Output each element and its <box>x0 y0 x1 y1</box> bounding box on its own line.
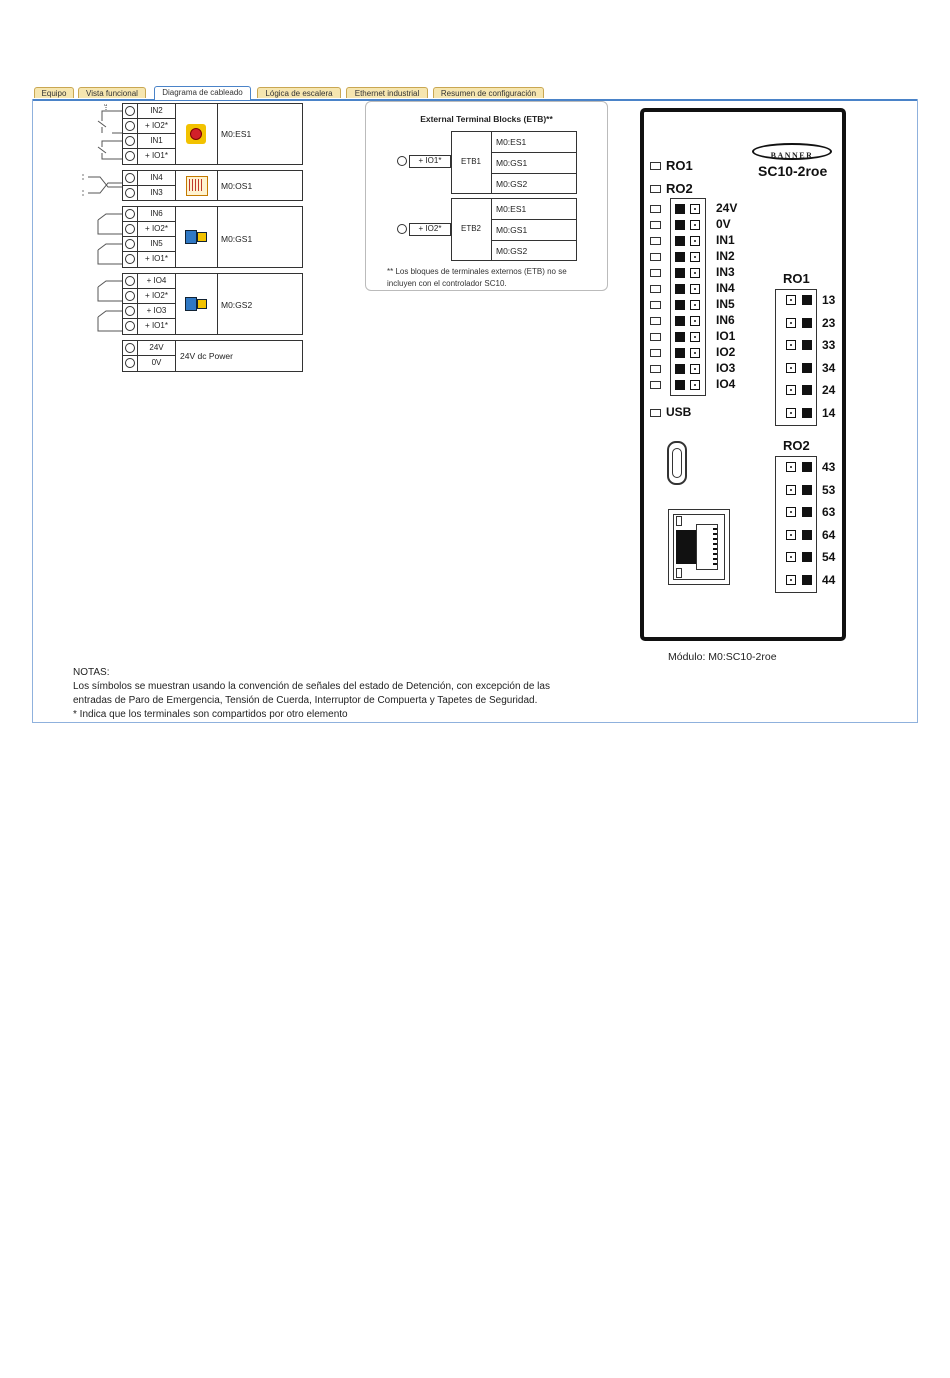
terminal-clamp-icon <box>786 295 796 305</box>
tab-equipo[interactable]: Equipo <box>34 87 74 98</box>
usb-label: USB <box>666 405 692 419</box>
input-led <box>650 333 661 341</box>
terminal-label: IN5 <box>150 239 163 248</box>
etb-output: M0:GS2 <box>496 246 528 256</box>
ethernet-port-icon <box>668 509 730 585</box>
terminal-clamp-icon <box>690 300 700 310</box>
input-led <box>650 365 661 373</box>
terminal-screw-icon <box>802 340 812 350</box>
usb-port-icon <box>667 441 687 485</box>
terminal-label: + IO1* <box>145 254 168 263</box>
input-led <box>650 349 661 357</box>
tab-resumen-de-configuracion[interactable]: Resumen de configuración <box>433 87 544 98</box>
ro1-led-label: RO1 <box>666 158 693 173</box>
terminal-clamp-icon <box>690 236 700 246</box>
relay-terminal-label: 33 <box>822 338 836 353</box>
ro2-led-label: RO2 <box>666 181 693 196</box>
notes-line: entradas de Paro de Emergencia, Tensión de Cuerda, Interruptor de Compuerta y Tapetes de Seguridad. <box>73 695 538 706</box>
terminal-screw-icon <box>802 318 812 328</box>
terminal-clamp-icon <box>786 507 796 517</box>
terminal-screw-icon <box>802 552 812 562</box>
terminal-screw-icon <box>675 380 685 390</box>
no-contact-switch-icon <box>94 206 124 266</box>
etb-output: M0:GS2 <box>496 179 528 189</box>
relay-terminal-label: 44 <box>822 573 836 587</box>
terminal-clamp-icon <box>786 408 796 418</box>
terminal-screw-icon <box>675 268 685 278</box>
input-terminal-label: IN4 <box>716 281 735 295</box>
terminal-screw-icon <box>802 462 812 472</box>
etb-input-label: + IO1* <box>418 156 442 165</box>
input-terminal-label: 24V <box>716 201 738 215</box>
relay-terminal-label: 34 <box>822 360 836 375</box>
terminal-label: + IO1* <box>145 151 168 160</box>
element-name: 24V dc Power <box>180 351 233 361</box>
terminal-label: + IO3 <box>146 306 167 315</box>
relay-terminal-label: 53 <box>822 482 836 497</box>
terminal-label: IN3 <box>150 188 163 197</box>
terminal-screw-icon <box>675 284 685 294</box>
module-model: SC10-2roe <box>758 163 828 179</box>
terminal-label: + IO4 <box>146 276 167 285</box>
etb-name: ETB1 <box>460 157 481 166</box>
terminal-label: + IO2* <box>145 224 168 233</box>
input-led <box>650 301 661 309</box>
relay-terminal-label: 43 <box>822 460 836 474</box>
terminal-clamp-icon <box>786 385 796 395</box>
ro1-label: RO1 <box>783 271 810 286</box>
light-curtain-icon <box>186 176 208 196</box>
terminal-screw-icon <box>802 408 812 418</box>
terminal-screw-icon <box>802 385 812 395</box>
terminal-clamp-icon <box>690 284 700 294</box>
relay-terminal-label: 64 <box>822 527 836 542</box>
element-name: M0:OS1 <box>221 181 253 191</box>
input-terminal-label: IO3 <box>716 361 736 375</box>
terminal-clamp-icon <box>786 485 796 495</box>
terminal-screw-icon <box>802 363 812 373</box>
etb-note: ** Los bloques de terminales externos (ETB) no se incluyen con el controlador SC10. <box>387 267 567 288</box>
terminal-label: IN2 <box>150 106 163 115</box>
terminal-clamp-icon <box>690 220 700 230</box>
input-terminal-label: IN3 <box>716 265 735 279</box>
terminal-clamp-icon <box>786 462 796 472</box>
module-caption: Módulo: M0:SC10-2roe <box>668 651 777 663</box>
terminal-clamp-icon <box>786 530 796 540</box>
terminal-label: IN4 <box>150 173 163 182</box>
input-led <box>650 381 661 389</box>
input-led <box>650 237 661 245</box>
emergency-stop-icon <box>186 124 206 144</box>
terminal-screw-icon <box>675 220 685 230</box>
notes-line: * Indica que los terminales son compartidos por otro elemento <box>73 709 348 720</box>
ro1-terminal-block <box>775 289 817 426</box>
notes-title: NOTAS: <box>73 667 110 678</box>
input-terminal-label: 0V <box>716 217 731 231</box>
crossover-wiring-icon <box>80 170 124 200</box>
ro2-led <box>650 185 661 193</box>
terminal-clamp-icon <box>690 204 700 214</box>
no-contact-switch-icon <box>94 273 124 333</box>
etb-output: M0:ES1 <box>496 137 527 147</box>
terminal-screw-icon <box>675 332 685 342</box>
terminal-label: 0V <box>151 358 162 367</box>
relay-terminal-label: 14 <box>822 406 836 420</box>
gate-switch-icon <box>185 230 207 244</box>
tab-ethernet-industrial[interactable]: Ethernet industrial <box>346 87 428 98</box>
input-led <box>650 205 661 213</box>
input-terminal-label: IO2 <box>716 345 736 359</box>
tab-diagrama-de-cableado[interactable]: Diagrama de cableado <box>154 86 251 100</box>
etb-name: ETB2 <box>460 224 481 233</box>
input-terminal-label: IN1 <box>716 233 735 247</box>
terminal-label: IN1 <box>150 136 163 145</box>
gate-switch-icon <box>185 297 207 311</box>
input-led <box>650 269 661 277</box>
relay-terminal-label: 23 <box>822 315 836 330</box>
usb-led <box>650 409 661 417</box>
terminal-screw-icon <box>675 316 685 326</box>
relay-terminal-label: 54 <box>822 550 836 565</box>
terminal-screw-icon <box>675 252 685 262</box>
etb-output: M0:GS1 <box>496 158 528 168</box>
terminal-screw-icon <box>802 295 812 305</box>
external-terminal-blocks-panel <box>365 101 608 291</box>
terminal-screw-icon <box>802 485 812 495</box>
terminal-clamp-icon <box>690 332 700 342</box>
input-led <box>650 221 661 229</box>
terminal-screw-icon <box>675 204 685 214</box>
ro2-label: RO2 <box>783 438 810 453</box>
input-terminal-label: IO1 <box>716 329 736 343</box>
nc-contact-switch-icon <box>92 103 124 163</box>
terminal-clamp-icon <box>786 552 796 562</box>
element-name: M0:ES1 <box>221 129 252 139</box>
input-terminal-label: IN2 <box>716 249 735 263</box>
input-led <box>650 317 661 325</box>
relay-terminal-label: 24 <box>822 383 836 398</box>
terminal-clamp-icon <box>786 575 796 585</box>
terminal-clamp-icon <box>690 348 700 358</box>
terminal-screw-icon <box>802 530 812 540</box>
terminal-screw-icon <box>675 364 685 374</box>
tab-vista-funcional[interactable]: Vista funcional <box>78 87 146 98</box>
terminal-screw-icon <box>675 348 685 358</box>
terminal-label: IN6 <box>150 209 163 218</box>
terminal-label: + IO2* <box>145 121 168 130</box>
terminal-screw-icon <box>675 236 685 246</box>
etb-output: M0:GS1 <box>496 225 528 235</box>
input-terminal-label: IN5 <box>716 297 735 311</box>
element-name: M0:GS1 <box>221 234 253 244</box>
terminal-label: + IO2* <box>145 291 168 300</box>
input-terminal-label: IO4 <box>716 377 736 391</box>
ro1-led <box>650 162 661 170</box>
input-led <box>650 285 661 293</box>
banner-logo: BANNER <box>752 143 832 160</box>
ro2-terminal-block <box>775 456 817 593</box>
etb-title: External Terminal Blocks (ETB)** <box>420 114 553 124</box>
terminal-clamp-icon <box>690 380 700 390</box>
tab-logica-de-escalera[interactable]: Lógica de escalera <box>257 87 341 98</box>
terminal-clamp-icon <box>690 268 700 278</box>
element-name: M0:GS2 <box>221 300 253 310</box>
input-led <box>650 253 661 261</box>
terminal-clamp-icon <box>690 316 700 326</box>
notes <box>73 666 550 722</box>
terminal-clamp-icon <box>690 252 700 262</box>
notes-line: Los símbolos se muestran usando la convención de señales del estado de Detención, con excepción de las <box>73 681 550 692</box>
terminal-label: 24V <box>149 343 164 352</box>
terminal-label: + IO1* <box>145 321 168 330</box>
terminal-clamp-icon <box>786 363 796 373</box>
etb-input-label: + IO2* <box>418 224 442 233</box>
terminal-screw-icon <box>802 507 812 517</box>
etb-output: M0:ES1 <box>496 204 527 214</box>
terminal-screw-icon <box>675 300 685 310</box>
terminal-screw-icon <box>802 575 812 585</box>
terminal-clamp-icon <box>690 364 700 374</box>
relay-terminal-label: 63 <box>822 505 836 520</box>
terminal-clamp-icon <box>786 318 796 328</box>
relay-terminal-label: 13 <box>822 293 836 307</box>
input-terminal-label: IN6 <box>716 313 735 327</box>
terminal-clamp-icon <box>786 340 796 350</box>
